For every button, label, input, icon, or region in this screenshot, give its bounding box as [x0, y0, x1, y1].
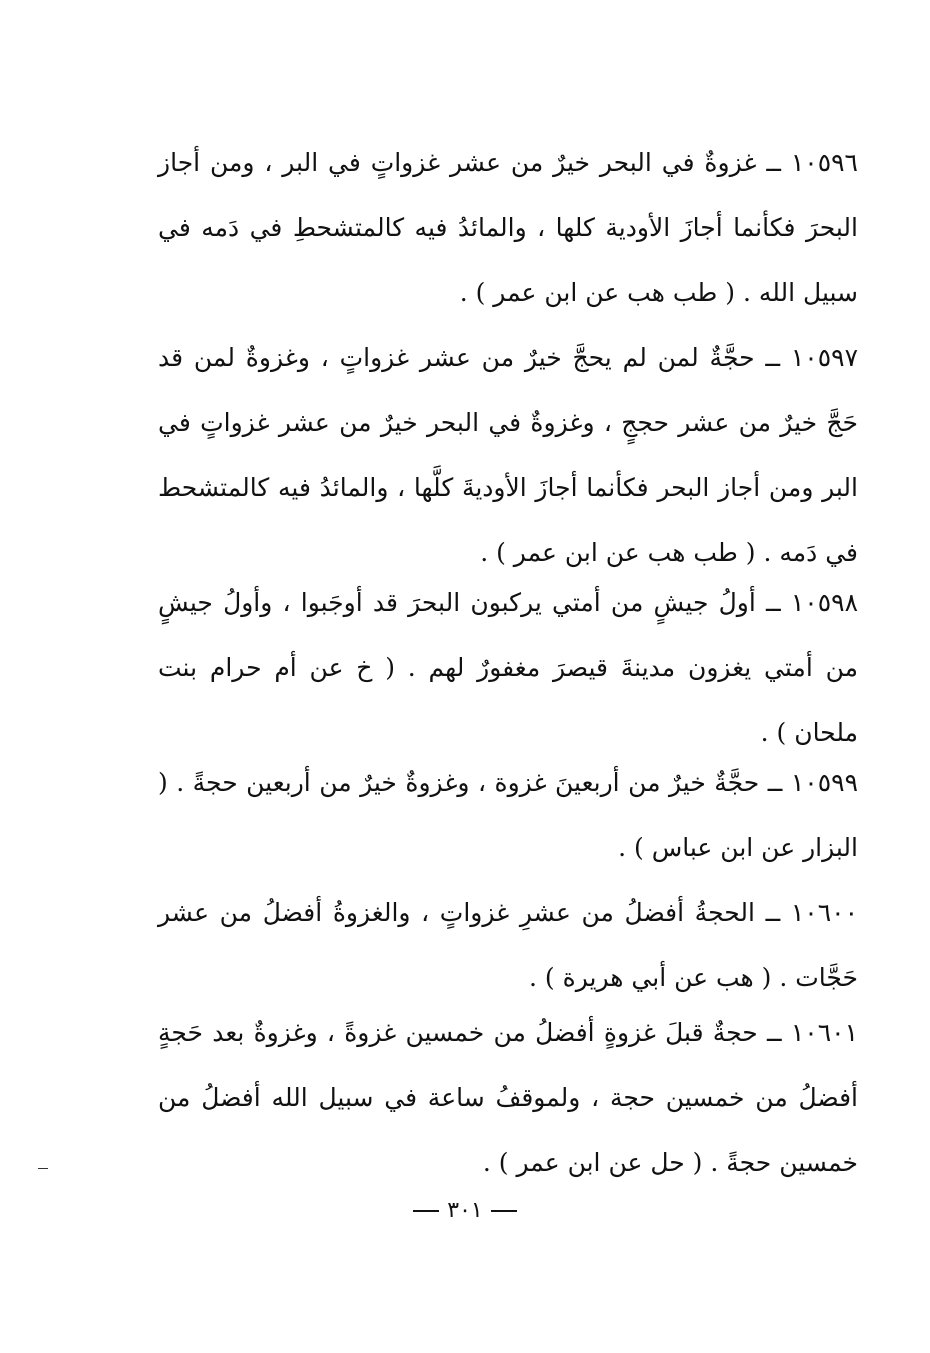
hadith-number: ١٠٦٠٠: [790, 898, 859, 927]
hadith-separator: ــ: [767, 768, 783, 797]
hadith-number: ١٠٥٩٧: [790, 343, 859, 372]
page-footer: [0, 1198, 930, 1223]
hadith-number: ١٠٥٩٦: [790, 148, 858, 177]
hadith-10598: [158, 570, 858, 765]
hadith-10596: [158, 130, 858, 325]
margin-mark: [38, 1168, 48, 1169]
hadith-text: الحجةُ أفضلُ من عشرِ غزواتٍ ، والغزوةُ أفضلُ من عشر حَجَّات . ( هب عن أبي هريرة ) .: [158, 898, 858, 992]
hadith-separator: ــ: [766, 588, 781, 617]
hadith-text: غزوةٌ في البحر خيرٌ من عشر غزواتٍ في البر ، ومن أجاز البحرَ فكأنما أجازَ الأودية كلها ، والمائدُ فيه كالمتشحطِ في دَمه في سبيل الله . ( طب هب عن ابن عمر ) .: [158, 148, 858, 307]
hadith-text: أولُ جيشٍ من أمتي يركبون البحرَ قد أوجَبوا ، وأولُ جيشٍ من أمتي يغزون مدينةَ قيصرَ مغفورٌ لهم . ( خ عن أم حرام بنت ملحان ) .: [158, 588, 858, 747]
hadith-text: حجَّةٌ خيرٌ من أربعينَ غزوة ، وغزوةٌ خيرٌ من أربعين حجةً . ( البزار عن ابن عباس ) .: [158, 768, 858, 862]
hadith-number: ١٠٥٩٩: [790, 768, 859, 797]
hadith-10597: [158, 325, 858, 585]
footer-dash-left: [491, 1210, 517, 1212]
hadith-separator: ــ: [766, 148, 781, 177]
page-number: ٣٠١: [447, 1198, 483, 1223]
hadith-separator: ــ: [766, 1018, 782, 1047]
footer-dash-right: [413, 1210, 439, 1212]
hadith-10601: [158, 1000, 858, 1195]
hadith-number: ١٠٥٩٨: [790, 588, 858, 617]
hadith-separator: ــ: [765, 898, 781, 927]
hadith-text: حجَّةٌ لمن لم يحجَّ خيرٌ من عشر غزواتٍ ، وغزوةٌ لمن قد حَجَّ خيرٌ من عشر حججٍ ، وغزوةٌ في البحر خيرٌ من عشر غزواتٍ في البر ومن أجاز البحر فكأنما أجازَ الأوديةَ كلَّها ، والمائدُ فيه كالمتشحط في دَمه . ( طب هب عن ابن عمر ) .: [158, 343, 858, 567]
hadith-10599: [158, 750, 858, 880]
hadith-text: حجةٌ قبلَ غزوةٍ أفضلُ من خمسين غزوةً ، وغزوةٌ بعد حَجةٍ أفضلُ من خمسين حجة ، ولموقفُ ساعة في سبيل الله أفضلُ من خمسين حجةً . ( حل عن ابن عمر ) .: [158, 1018, 858, 1177]
hadith-number: ١٠٦٠١: [790, 1018, 859, 1047]
hadith-separator: ــ: [765, 343, 781, 372]
hadith-10600: [158, 880, 858, 1010]
